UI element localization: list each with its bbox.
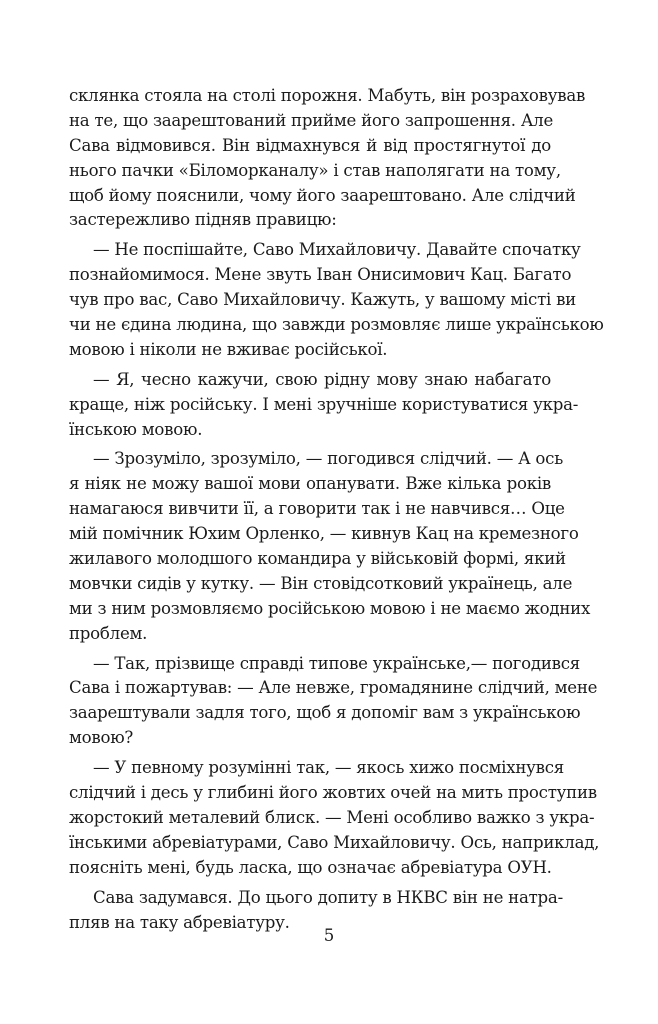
text-line: намагаюся вивчити її, а говорити так і не навчився… Оце	[69, 499, 565, 519]
paragraph-2	[69, 238, 604, 362]
text-line: пляв на таку абревіатуру.	[69, 912, 290, 932]
paragraph-5	[69, 652, 598, 752]
text-line: Сава задумався. До цього допиту в НКВС він не натра-	[93, 887, 563, 907]
paragraph-4	[69, 447, 591, 646]
text-line: заарештували задля того, щоб я допоміг вам з українською	[69, 703, 581, 723]
paragraph-3	[69, 368, 579, 443]
text-line: застережливо підняв правицю:	[69, 210, 337, 230]
text-line: Сава відмовився. Він відмахнувся й від простягнутої до	[69, 135, 551, 155]
text-line: познайомимося. Мене звуть Іван Онисимович Кац. Багато	[69, 265, 572, 285]
text-line: їнською мовою.	[69, 419, 203, 439]
text-line: склянка стояла на столі порожня. Мабуть, він розраховував	[69, 86, 586, 105]
text-line: — Не поспішайте, Саво Михайловичу. Давайте спочатку	[93, 240, 581, 260]
book-page-text	[69, 84, 604, 940]
text-line: — Я, чесно кажучи, свою рідну мову знаю набагато	[93, 369, 551, 389]
text-line: щоб йому пояснили, чому його заарештовано. Але слідчий	[69, 185, 576, 205]
text-line: ми з ним розмовляємо російською мовою і не маємо жодних	[69, 598, 591, 618]
text-line: чув про вас, Саво Михайловичу. Кажуть, у вашому місті ви	[69, 290, 576, 310]
paragraph-1	[69, 84, 586, 233]
text-line: мовчки сидів у кутку. — Він стовідсотковий українець, але	[69, 573, 573, 593]
text-line: — Зрозуміло, зрозуміло, — погодився слідчий. — А ось	[93, 449, 563, 469]
text-line: поясніть мені, будь ласка, що означає абревіатура ОУН.	[69, 857, 552, 877]
paragraph-6	[69, 756, 600, 880]
text-line: я ніяк не можу вашої мови опанувати. Вже кілька років	[69, 474, 551, 494]
text-line: мій помічник Юхим Орленко, — кивнув Кац на кремезного	[69, 524, 579, 544]
text-line: чи не єдина людина, що завжди розмовляє лише українською	[69, 315, 604, 335]
text-line: — Так, прізвище справді типове українське,— погодився	[93, 653, 580, 673]
text-line: жилавого молодшого командира у військовій формі, який	[69, 549, 566, 569]
text-line: їнськими абревіатурами, Саво Михайловичу. Ось, наприклад,	[69, 832, 600, 852]
text-line: слідчий і десь у глибині його жовтих очей на мить проступив	[69, 783, 597, 803]
text-line: Сава і пожартував: — Але невже, громадянине слідчий, мене	[69, 678, 598, 698]
text-line: мовою?	[69, 728, 134, 748]
text-line: — У певному розумінні так, — якось хижо посміхнувся	[93, 758, 565, 778]
page-number: 5	[323, 926, 335, 945]
text-line: мовою і ніколи не вживає російської.	[69, 339, 388, 359]
text-line: краще, ніж російську. І мені зручніше користуватися укра-	[69, 394, 579, 414]
text-line: нього пачки «Біломорканалу» і став наполягати на тому,	[69, 160, 561, 180]
text-line: жорстокий металевий блиск. — Мені особливо важко з укра-	[69, 807, 595, 827]
text-line: проблем.	[69, 623, 148, 643]
text-line: на те, що заарештований прийме його запрошення. Але	[69, 110, 554, 130]
